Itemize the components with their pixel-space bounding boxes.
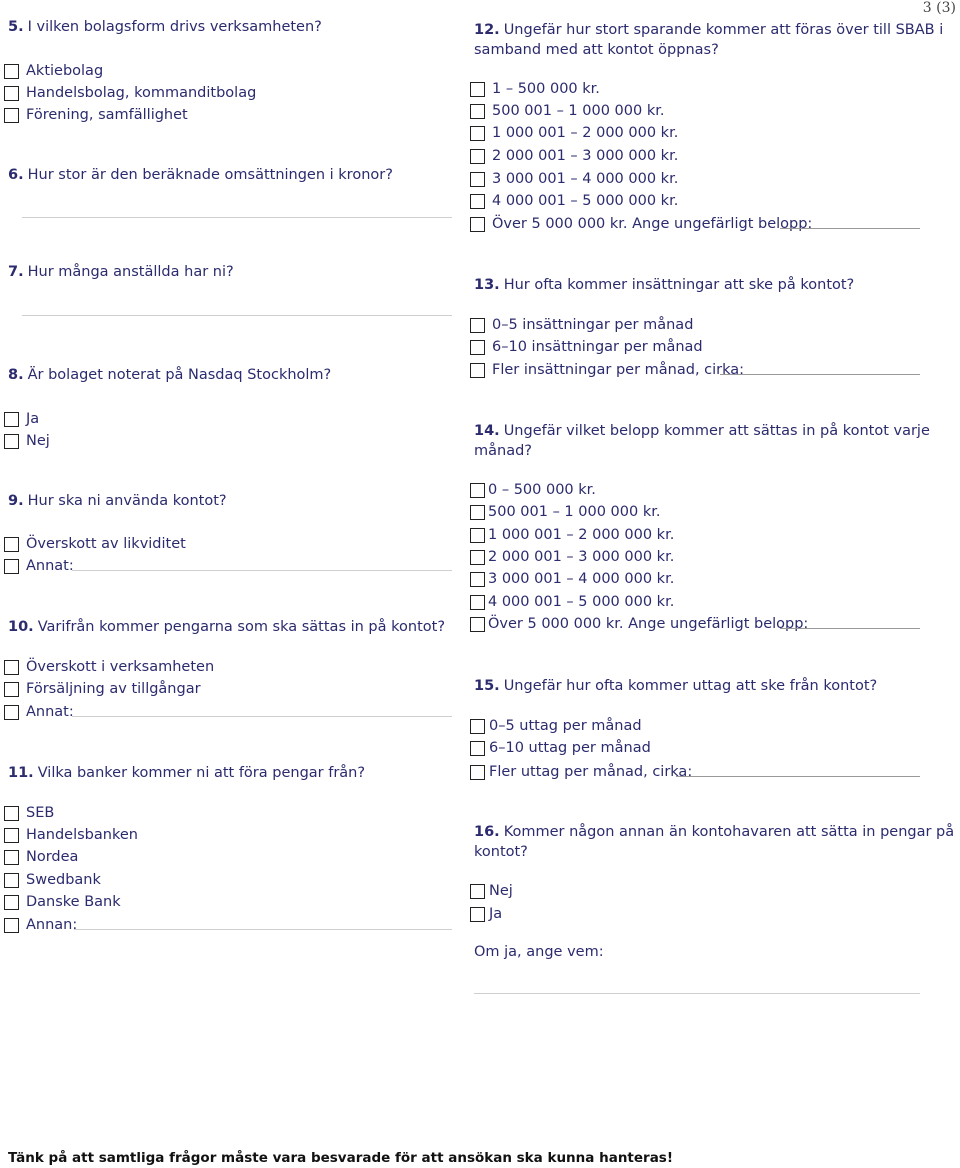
checkbox[interactable] bbox=[4, 806, 19, 821]
option-label: Handelsbolag, kommanditbolag bbox=[26, 85, 257, 101]
answer-line-q6[interactable] bbox=[22, 217, 452, 218]
option-label: 0–5 insättningar per månad bbox=[492, 317, 694, 333]
question-text: Vilka banker kommer ni att föra pengar från? bbox=[37, 765, 366, 781]
option-label: 0 – 500 000 kr. bbox=[488, 482, 596, 498]
option-handelsbanken[interactable] bbox=[4, 825, 138, 845]
option-forsaljning[interactable] bbox=[4, 679, 201, 699]
question-number: 6. bbox=[8, 167, 24, 183]
checkbox[interactable] bbox=[470, 126, 485, 141]
checkbox[interactable] bbox=[470, 82, 485, 97]
question-number: 12. bbox=[474, 22, 500, 38]
option-forening[interactable] bbox=[4, 105, 188, 125]
checkbox[interactable] bbox=[4, 705, 19, 720]
option-label: Nej bbox=[26, 433, 50, 449]
option-q12-7[interactable] bbox=[470, 214, 812, 234]
question-text: kontot? bbox=[474, 844, 528, 860]
option-q15-1[interactable] bbox=[470, 716, 642, 736]
option-label: 6–10 insättningar per månad bbox=[492, 339, 703, 355]
option-q15-3[interactable] bbox=[470, 762, 692, 782]
option-q14-1[interactable] bbox=[470, 480, 596, 500]
question-number: 15. bbox=[474, 678, 500, 694]
checkbox[interactable] bbox=[470, 572, 485, 587]
option-annat[interactable] bbox=[4, 702, 74, 722]
option-label: Aktiebolag bbox=[26, 63, 104, 79]
option-label: 3 000 001 – 4 000 000 kr. bbox=[488, 571, 675, 587]
option-label: 0–5 uttag per månad bbox=[489, 718, 642, 734]
option-q13-1[interactable] bbox=[470, 315, 693, 335]
option-danske-bank[interactable] bbox=[4, 892, 121, 912]
answer-line-q9-annat[interactable] bbox=[72, 570, 452, 571]
answer-line-q7[interactable] bbox=[22, 315, 452, 316]
option-label: SEB bbox=[26, 805, 55, 821]
question-text: samband med att kontot öppnas? bbox=[474, 42, 719, 58]
checkbox[interactable] bbox=[470, 907, 485, 922]
option-label: Förening, samfällighet bbox=[26, 107, 188, 123]
option-q13-2[interactable] bbox=[470, 337, 703, 357]
question-number: 13. bbox=[474, 277, 500, 293]
option-label: 500 001 – 1 000 000 kr. bbox=[492, 103, 665, 119]
option-label: Överskott av likviditet bbox=[26, 536, 186, 552]
option-label: 6–10 uttag per månad bbox=[489, 740, 651, 756]
question-6 bbox=[8, 165, 393, 185]
question-text: Hur många anställda har ni? bbox=[27, 264, 234, 280]
question-9 bbox=[8, 491, 227, 511]
question-5 bbox=[8, 17, 322, 37]
question-number: 5. bbox=[8, 19, 24, 35]
checkbox[interactable] bbox=[4, 918, 19, 933]
option-label: 2 000 001 – 3 000 000 kr. bbox=[488, 549, 675, 565]
question-number: 10. bbox=[8, 619, 34, 635]
question-text: Kommer någon annan än kontohavaren att sätta in pengar på bbox=[503, 824, 955, 840]
checkbox[interactable] bbox=[4, 682, 19, 697]
checkbox[interactable] bbox=[470, 318, 485, 333]
checkbox[interactable] bbox=[470, 104, 485, 119]
question-13 bbox=[474, 275, 854, 295]
option-label: Annat: bbox=[26, 704, 74, 720]
option-handelsbolag[interactable] bbox=[4, 83, 256, 103]
option-label: Nej bbox=[489, 883, 513, 899]
checkbox[interactable] bbox=[470, 617, 485, 632]
option-q14-7[interactable] bbox=[470, 614, 808, 634]
option-q12-3[interactable] bbox=[470, 123, 678, 143]
checkbox[interactable] bbox=[470, 217, 485, 232]
checkbox[interactable] bbox=[470, 172, 485, 187]
checkbox[interactable] bbox=[4, 873, 19, 888]
option-label: Fler insättningar per månad, cirka: bbox=[492, 362, 745, 378]
option-q13-3[interactable] bbox=[470, 360, 744, 380]
option-q14-6[interactable] bbox=[470, 592, 674, 612]
option-label: 500 001 – 1 000 000 kr. bbox=[488, 504, 661, 520]
option-nej[interactable] bbox=[4, 431, 50, 451]
question-number: 14. bbox=[474, 423, 500, 439]
checkbox[interactable] bbox=[470, 595, 485, 610]
question-number: 11. bbox=[8, 765, 34, 781]
question-text: Ungefär vilket belopp kommer att sättas in på kontot varje bbox=[503, 423, 930, 439]
checkbox[interactable] bbox=[470, 528, 485, 543]
checkbox[interactable] bbox=[470, 340, 485, 355]
question-7 bbox=[8, 262, 234, 282]
checkbox[interactable] bbox=[4, 559, 19, 574]
option-overskott-verksamheten[interactable] bbox=[4, 657, 214, 677]
option-q12-2[interactable] bbox=[470, 101, 664, 121]
option-label: Överskott i verksamheten bbox=[26, 659, 215, 675]
question-11 bbox=[8, 763, 365, 783]
option-label: 4 000 001 – 5 000 000 kr. bbox=[492, 193, 679, 209]
option-nordea[interactable] bbox=[4, 847, 78, 867]
checkbox[interactable] bbox=[470, 719, 485, 734]
question-16 bbox=[474, 822, 954, 862]
question-15 bbox=[474, 676, 877, 696]
option-aktiebolag[interactable] bbox=[4, 61, 103, 81]
checkbox[interactable] bbox=[4, 537, 19, 552]
checkbox[interactable] bbox=[4, 64, 19, 79]
option-label: 3 000 001 – 4 000 000 kr. bbox=[492, 171, 679, 187]
option-label: Handelsbanken bbox=[26, 827, 138, 843]
checkbox[interactable] bbox=[4, 895, 19, 910]
checkbox[interactable] bbox=[4, 660, 19, 675]
option-label: Ja bbox=[489, 906, 503, 922]
answer-line-q12-belopp[interactable] bbox=[780, 228, 920, 229]
option-label: Över 5 000 000 kr. Ange ungefärligt belopp: bbox=[488, 616, 809, 632]
option-label: 4 000 001 – 5 000 000 kr. bbox=[488, 594, 675, 610]
question-12 bbox=[474, 20, 943, 60]
question-text: Ungefär hur stort sparande kommer att föras över till SBAB i bbox=[503, 22, 944, 38]
question-number: 16. bbox=[474, 824, 500, 840]
question-text: månad? bbox=[474, 443, 532, 459]
option-q14-2[interactable] bbox=[470, 502, 660, 522]
question-text: Ungefär hur ofta kommer uttag att ske från kontot? bbox=[503, 678, 878, 694]
checkbox[interactable] bbox=[470, 765, 485, 780]
option-label: Annan: bbox=[26, 917, 78, 933]
option-label: 1 000 001 – 2 000 000 kr. bbox=[488, 527, 675, 543]
question-text: Varifrån kommer pengarna som ska sättas in på kontot? bbox=[37, 619, 446, 635]
answer-line-q15-cirka[interactable] bbox=[676, 776, 920, 777]
footer-note: Tänk på att samtliga frågor måste vara besvarade för att ansökan ska kunna hanteras! bbox=[8, 1150, 673, 1166]
answer-line-q13-cirka[interactable] bbox=[720, 374, 920, 375]
option-q14-4[interactable] bbox=[470, 547, 674, 567]
question-text: Är bolaget noterat på Nasdaq Stockholm? bbox=[27, 367, 332, 383]
option-label: Försäljning av tillgångar bbox=[26, 681, 201, 697]
option-label: 1 000 001 – 2 000 000 kr. bbox=[492, 125, 679, 141]
checkbox[interactable] bbox=[470, 483, 485, 498]
option-label: 2 000 001 – 3 000 000 kr. bbox=[492, 148, 679, 164]
option-label: Annat: bbox=[26, 558, 74, 574]
option-label: Danske Bank bbox=[26, 894, 121, 910]
answer-line-q16-vem[interactable] bbox=[474, 993, 920, 994]
follow-up-label: Om ja, ange vem: bbox=[474, 944, 604, 960]
option-label: Nordea bbox=[26, 849, 79, 865]
option-q15-2[interactable] bbox=[470, 738, 651, 758]
question-text: Hur ska ni använda kontot? bbox=[27, 493, 227, 509]
checkbox[interactable] bbox=[4, 86, 19, 101]
checkbox[interactable] bbox=[4, 412, 19, 427]
option-q14-5[interactable] bbox=[470, 569, 674, 589]
option-label: Över 5 000 000 kr. Ange ungefärligt belopp: bbox=[492, 216, 813, 232]
option-q16-nej[interactable] bbox=[470, 881, 513, 901]
question-10 bbox=[8, 617, 445, 637]
question-number: 9. bbox=[8, 493, 24, 509]
answer-line-q11-annan[interactable] bbox=[74, 929, 452, 930]
checkbox[interactable] bbox=[4, 828, 19, 843]
option-q12-6[interactable] bbox=[470, 191, 678, 211]
option-label: Fler uttag per månad, cirka: bbox=[489, 764, 693, 780]
question-14 bbox=[474, 421, 930, 461]
question-text: Hur ofta kommer insättningar att ske på kontot? bbox=[503, 277, 855, 293]
option-annan[interactable] bbox=[4, 915, 77, 935]
option-label: Ja bbox=[26, 411, 40, 427]
option-ja[interactable] bbox=[4, 409, 39, 429]
option-q12-1[interactable] bbox=[470, 79, 600, 99]
checkbox[interactable] bbox=[4, 108, 19, 123]
checkbox[interactable] bbox=[470, 550, 485, 565]
question-number: 8. bbox=[8, 367, 24, 383]
option-overskott-likviditet[interactable] bbox=[4, 534, 186, 554]
checkbox[interactable] bbox=[4, 434, 19, 449]
question-8 bbox=[8, 365, 331, 385]
option-q16-ja[interactable] bbox=[470, 904, 502, 924]
option-label: Swedbank bbox=[26, 872, 101, 888]
question-text: Hur stor är den beräknade omsättningen i kronor? bbox=[27, 167, 393, 183]
answer-line-q14-belopp[interactable] bbox=[780, 628, 920, 629]
question-text: I vilken bolagsform drivs verksamheten? bbox=[27, 19, 322, 35]
question-number: 7. bbox=[8, 264, 24, 280]
option-annat[interactable] bbox=[4, 556, 74, 576]
option-label: 1 – 500 000 kr. bbox=[492, 81, 600, 97]
checkbox[interactable] bbox=[470, 363, 485, 378]
option-seb[interactable] bbox=[4, 803, 54, 823]
checkbox[interactable] bbox=[470, 149, 485, 164]
checkbox[interactable] bbox=[470, 505, 485, 520]
checkbox[interactable] bbox=[470, 884, 485, 899]
page-number: 3 (3) bbox=[922, 0, 956, 16]
checkbox[interactable] bbox=[470, 194, 485, 209]
option-q12-5[interactable] bbox=[470, 169, 678, 189]
answer-line-q10-annat[interactable] bbox=[72, 716, 452, 717]
option-swedbank[interactable] bbox=[4, 870, 101, 890]
option-q14-3[interactable] bbox=[470, 525, 674, 545]
option-q12-4[interactable] bbox=[470, 146, 678, 166]
checkbox[interactable] bbox=[470, 741, 485, 756]
checkbox[interactable] bbox=[4, 850, 19, 865]
